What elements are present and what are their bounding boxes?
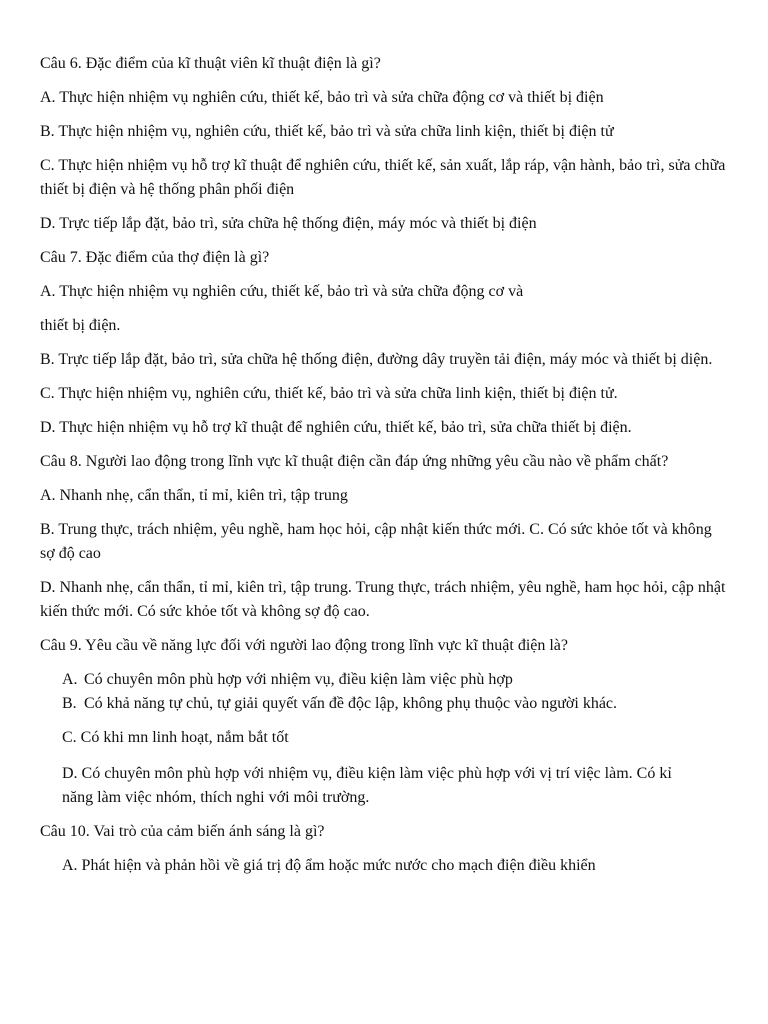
question-9-option-b: [62, 692, 728, 716]
question-7-option-a-continued: thiết bị điện.: [40, 317, 121, 334]
question-block-8: [40, 450, 728, 624]
question-9-option-c: C. Có khi mn linh hoạt, nắm bắt tốt: [62, 729, 289, 746]
question-6-option-b: B. Thực hiện nhiệm vụ, nghiên cứu, thiết kế, bảo trì và sửa chữa linh kiện, thiết bị điện tử: [40, 123, 614, 140]
question-7-option-d: D. Thực hiện nhiệm vụ hỗ trợ kĩ thuật để nghiên cứu, thiết kế, bảo trì, sửa chữa thiết bị điện.: [40, 419, 632, 436]
question-block-7: [40, 246, 728, 440]
option-label: A.: [62, 671, 78, 688]
question-6-option-d: D. Trực tiếp lắp đặt, bảo trì, sửa chữa hệ thống điện, máy móc và thiết bị điện: [40, 215, 537, 232]
question-block-10: [40, 820, 728, 878]
question-10-title: Câu 10. Vai trò của cảm biến ánh sáng là gì?: [40, 823, 325, 840]
question-9-title: Câu 9. Yêu cầu về năng lực đối với người lao động trong lĩnh vực kĩ thuật điện là?: [40, 637, 569, 654]
question-8-option-b: B. Trung thực, trách nhiệm, yêu nghề, ham học hỏi, cập nhật kiến thức mới. C. Có sức khỏe tốt và không sợ độ cao: [40, 521, 712, 562]
question-8-option-a: A. Nhanh nhẹ, cẩn thẩn, tỉ mỉ, kiên trì, tập trung: [40, 487, 348, 504]
question-9-option-d: D. Có chuyên môn phù hợp với nhiệm vụ, điều kiện làm việc phù hợp với vị trí việc làm. Có kỉ năng làm việc nhóm, thích nghi với môi trường.: [62, 765, 672, 806]
question-9-option-list: [40, 668, 728, 716]
option-text: Có khả năng tự chủ, tự giải quyết vấn đề độc lập, không phụ thuộc vào người khác.: [84, 695, 618, 712]
question-7-title: Câu 7. Đặc điểm của thợ điện là gì?: [40, 249, 270, 266]
question-7-option-c: C. Thực hiện nhiệm vụ, nghiên cứu, thiết kế, bảo trì và sửa chữa linh kiện, thiết bị điện tử.: [40, 385, 618, 402]
question-block-9: [40, 634, 728, 810]
option-label: B.: [62, 695, 77, 712]
question-8-title: Câu 8. Người lao động trong lĩnh vực kĩ thuật điện cần đáp ứng những yêu cầu nào về phẩm chất?: [40, 453, 669, 470]
question-9-option-a: [62, 668, 728, 692]
question-7-option-b: B. Trực tiếp lắp đặt, bảo trì, sửa chữa hệ thống điện, đường dây truyền tải điện, máy móc và thiết bị diện.: [40, 351, 713, 368]
question-6-option-c: C. Thực hiện nhiệm vụ hỗ trợ kĩ thuật để nghiên cứu, thiết kế, sản xuất, lắp ráp, vận hành, bảo trì, sửa chữa thiết bị điện và hệ thống phân phối điện: [40, 157, 726, 198]
question-block-6: [40, 52, 728, 236]
question-6-title: Câu 6. Đặc điểm của kĩ thuật viên kĩ thuật điện là gì?: [40, 55, 381, 72]
question-10-option-a: A. Phát hiện và phản hồi về giá trị độ ẩm hoặc mức nước cho mạch điện điều khiển: [62, 857, 596, 874]
option-text: Có chuyên môn phù hợp với nhiệm vụ, điều kiện làm việc phù hợp: [84, 671, 513, 688]
question-7-option-a: A. Thực hiện nhiệm vụ nghiên cứu, thiết kế, bảo trì và sửa chữa động cơ và: [40, 283, 524, 300]
question-6-option-a: A. Thực hiện nhiệm vụ nghiên cứu, thiết kế, bảo trì và sửa chữa động cơ và thiết bị điện: [40, 89, 604, 106]
question-8-option-d: D. Nhanh nhẹ, cẩn thẩn, tỉ mỉ, kiên trì, tập trung. Trung thực, trách nhiệm, yêu nghề, ham học hỏi, cập nhật kiến thức mới. Có sức khỏe tốt và không sợ độ cao.: [40, 579, 726, 620]
